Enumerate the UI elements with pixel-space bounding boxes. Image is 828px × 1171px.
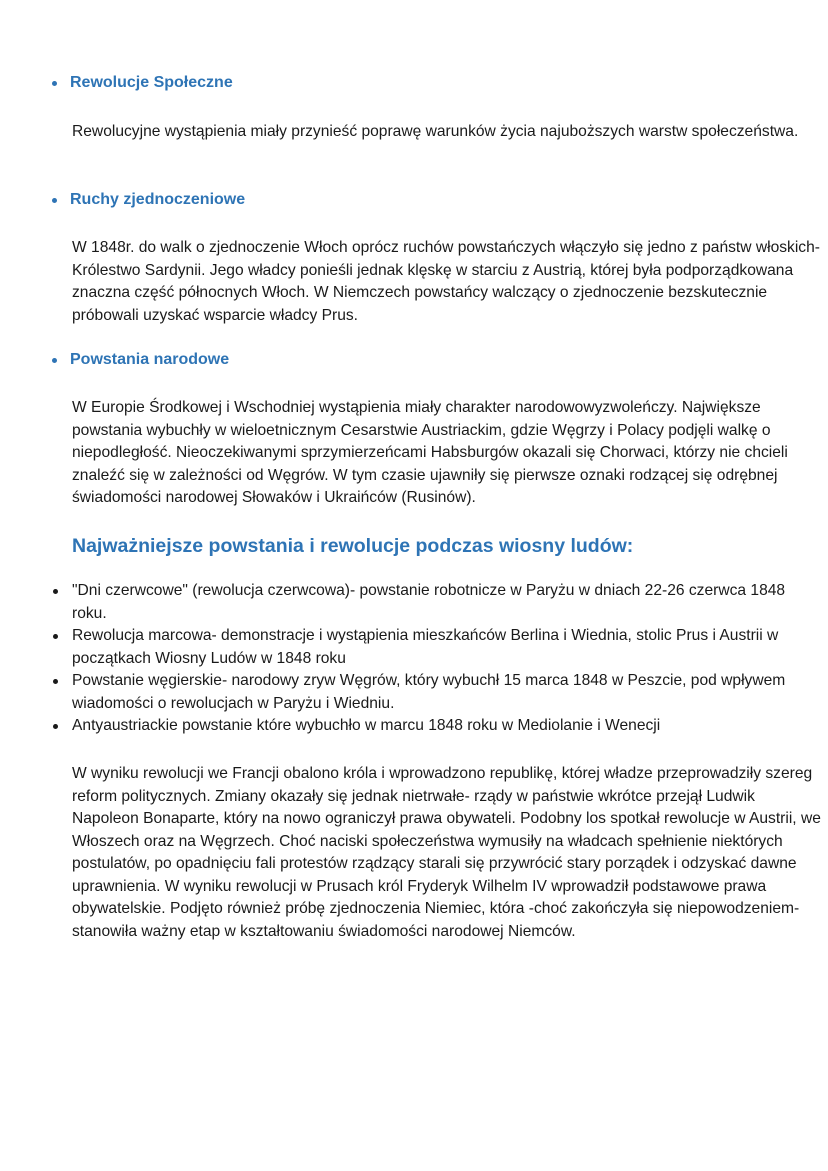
bullet-icon (52, 358, 57, 363)
section-heading-social-revolutions (52, 74, 233, 92)
bullet-icon (52, 198, 57, 203)
section-body-unification-movements: W 1848r. do walk o zjednoczenie Włoch oprócz ruchów powstańczych włączyło się jedno z państw włoskich- Królestwo Sardynii. Jego władcy ponieśli jednak klęskę w starciu z Austrią, której była podporządkowana znaczna część północnych Włoch. W Niemczech powstańcy walczący o zjednoczenie bezskutecznie próbowali uzyskać wsparcie władcy Prus. (72, 239, 820, 324)
list-item: Antyaustriackie powstanie które wybuchło w marcu 1848 roku w Mediolanie i Wenecji (52, 715, 822, 738)
events-list (52, 580, 822, 738)
list-item: Rewolucja marcowa- demonstracje i wystąpienia mieszkańców Berlina i Wiednia, stolic Prus i Austrii w początkach Wiosny Ludów w 1848 roku (52, 625, 822, 670)
section-heading-unification-movements (52, 191, 245, 209)
section-body-social-revolutions: Rewolucyjne wystąpienia miały przynieść poprawę warunków życia najuboższych warstw społeczeństwa. (72, 123, 799, 140)
bullet-icon (53, 724, 58, 729)
list-item: Powstanie węgierskie- narodowy zryw Węgrów, który wybuchł 15 marca 1848 w Peszcie, pod wpływem wiadomości o rewolucjach w Paryżu i Wiedniu. (52, 670, 822, 715)
bullet-icon (53, 634, 58, 639)
section-heading-text: Powstania narodowe (70, 351, 230, 368)
section-heading-national-uprisings (52, 351, 229, 369)
section-heading-text: Ruchy zjednoczeniowe (70, 191, 246, 208)
list-item: "Dni czerwcowe" (rewolucja czerwcowa)- powstanie robotnicze w Paryżu w dniach 22-26 czerwca 1848 roku. (52, 580, 822, 625)
section-heading-text: Rewolucje Społeczne (70, 74, 233, 91)
conclusion-paragraph: W wyniku rewolucji we Francji obalono króla i wprowadzono republikę, której władze przeprowadziły szereg reform politycznych. Zmiany okazały się jednak nietrwałe- rządy w państwie wkrótce przejął Ludwik Napoleon Bonaparte, który na nowo ograniczył prawa obywateli. Podobny los spotkał rewolucje w Austrii, we Włoszech oraz na Węgrzech. Choć naciski społeczeństwa wymusiły na władcach spełnienie niektórych postulatów, po opadnięciu fali protestów rządzący starali się przywrócić stary porządek i odzyskać dawne uprawnienia. W wyniku rewolucji w Prusach król Fryderyk Wilhelm IV wprowadził podstawowe prawa obywatelskie. Podjęto również próbę zjednoczenia Niemiec, która -choć zakończyła się niepowodzeniem- stanowiła ważny etap w kształtowaniu świadomości narodowej Niemców. (72, 765, 821, 940)
bullet-icon (53, 679, 58, 684)
section-body-national-uprisings: W Europie Środkowej i Wschodniej wystąpienia miały charakter narodowowyzwoleńczy. Największe powstania wybuchły w wieloetnicznym Cesarstwie Austriackim, gdzie Węgrzy i Polacy podjęli walkę o niepodległość. Nieoczekiwanymi sprzymierzeńcami Habsburgów okazali się Chorwaci, którzy nie chcieli znaleźć się w zależności od Węgrów. W tym czasie ujawniły się pierwsze oznaki rodzącej się odrębnej świadomości narodowej Słowaków i Ukraińców (Rusinów). (72, 399, 788, 506)
bullet-icon (52, 81, 57, 86)
main-heading: Najważniejsze powstania i rewolucje podczas wiosny ludów: (72, 535, 634, 557)
bullet-icon (53, 589, 58, 594)
